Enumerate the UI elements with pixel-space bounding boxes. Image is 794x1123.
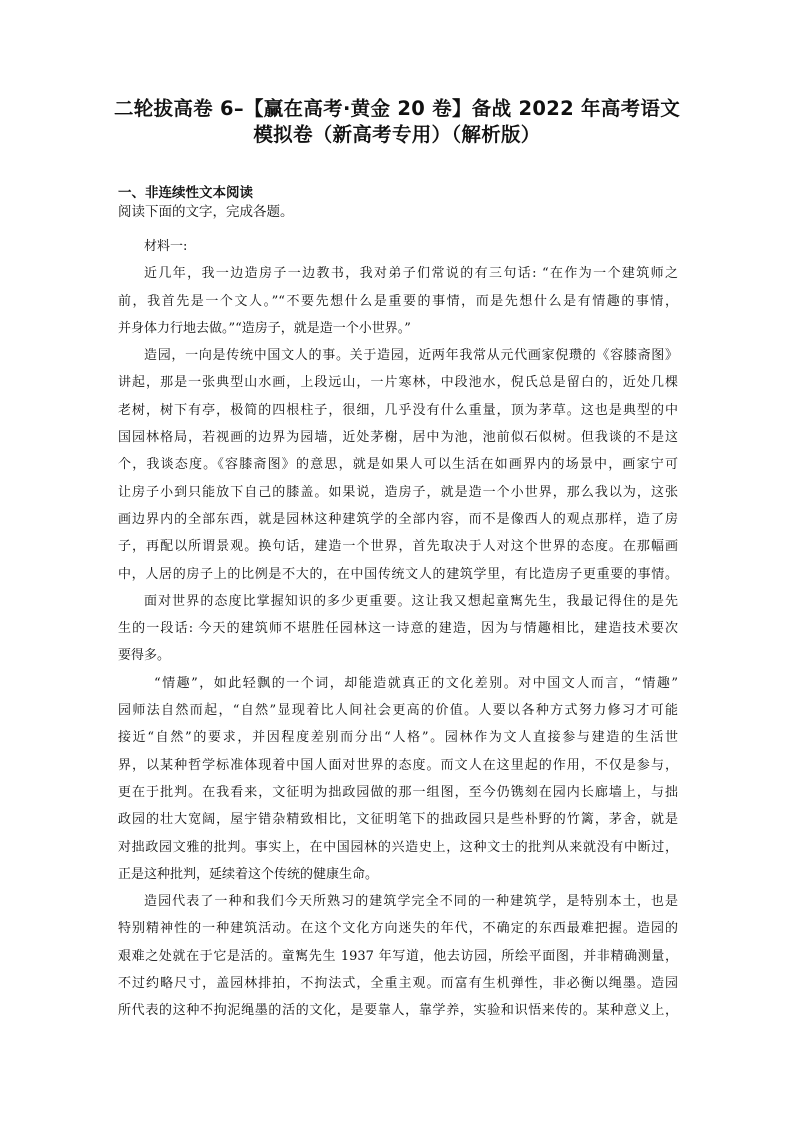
- paragraph-line: 中，人居的房子上的比例是不大的，在中国传统文人的建筑学里，有比造房子更重要的事情。: [118, 566, 678, 582]
- article-body: [118, 233, 678, 1025]
- paragraph-line: 画边界内的全部东西，就是园林这种建筑学的全部内容，而不是像西人的观点那样，造了房: [118, 511, 678, 527]
- paragraph-line: 前，我首先是一个文人。”“不要先想什么是重要的事情，而是先想什么是有情趣的事情，: [118, 293, 678, 309]
- paragraph-line: 特别精神性的一种建筑活动。在这个文化方向迷失的年代，不确定的东西最难把握。造园的: [118, 921, 678, 937]
- paragraph-line: 界，以某种哲学标准体现着中国人面对世界的态度。而文人在这里起的作用，不仅是参与，: [118, 757, 678, 773]
- paragraph-line: 接近“自然”的要求，并因程度差别而分出“人格”。园林作为文人直接参与建造的生活世: [118, 730, 678, 746]
- title-line-1: 二轮拔高卷 6–【赢在高考·黄金 20 卷】备战 2022 年高考语文: [113, 97, 681, 120]
- instruction-text: 阅读下面的文字，完成各题。: [118, 204, 294, 220]
- paragraph-line: 要得多。: [118, 648, 171, 664]
- paragraph-line: 老树，树下有亭，极简的四根柱子，很细，几乎没有什么重量，顶为茅草。这也是典型的中: [118, 402, 678, 418]
- document-title: [100, 96, 694, 148]
- paragraph-line: 让房子小到只能放下自己的膝盖。如果说，造房子，就是造一个小世界，那么我以为，这张: [118, 484, 678, 500]
- paragraph-line: 政园的壮大宽阔，屋宇错杂精致相比，文征明笔下的拙政园只是些朴野的竹篱，茅舍，就是: [118, 812, 678, 828]
- paragraph-line: 国园林格局，若视画的边界为园墙，近处茅榭，居中为池，池前似石似树。但我谈的不是这: [118, 430, 678, 446]
- paragraph-line: 造园代表了一种和我们今天所熟习的建筑学完全不同的一种建筑学，是特别本土，也是: [144, 894, 678, 910]
- paragraph-line: 面对世界的态度比掌握知识的多少更重要。这让我又想起童寯先生，我最记得住的是先: [144, 593, 678, 609]
- paragraph-line: 对拙政园文雅的批判。事实上，在中国园林的兴造史上，这种文士的批判从来就没有中断过，: [118, 839, 678, 855]
- paragraph-line: 近几年，我一边造房子一边教书，我对弟子们常说的有三句话: “在作为一个建筑师之: [144, 266, 678, 282]
- paragraph-line: 更在于批判。在我看来，文征明为拙政园做的那一组图，至今仍镌刻在园内长廊墙上，与拙: [118, 784, 678, 800]
- paragraph-line: 不过约略尺寸，盖园林排拍，不拘法式，全重主观。而富有生机弹性，非必衡以绳墨。造园: [118, 976, 678, 992]
- paragraph-line: 子，再配以所谓景观。换句话，建造一个世界，首先取决于人对这个世界的态度。在那幅画: [118, 539, 678, 555]
- paragraph-line: 并身体力行地去做。”“造房子，就是造一个小世界。”: [118, 320, 411, 336]
- paragraph-line: 生的一段话: 今天的建筑师不堪胜任园林这一诗意的建造，因为与情趣相比，建造技术要次: [118, 621, 678, 637]
- paragraph-line: 个，我谈态度。《容膝斋图》的意思，就是如果人可以生活在如画界内的场景中，画家宁可: [118, 457, 678, 473]
- paragraph-line: 造园，一向是传统中国文人的事。关于造园，近两年我常从元代画家倪瓒的《容膝斋图》: [144, 348, 678, 364]
- paragraph-line: 正是这种批判，延续着这个传统的健康生命。: [118, 866, 379, 882]
- material-label: 材料一:: [144, 239, 188, 254]
- title-line-2: 模拟卷（新高考专用）（解析版）: [253, 123, 541, 146]
- paragraph-line: 讲起，那是一张典型山水画，上段远山，一片寒林，中段池水，倪氏总是留白的，近处几棵: [118, 375, 678, 391]
- paragraph-line: “情趣”，如此轻飘的一个词，却能造就真正的文化差别。对中国文人而言，“情趣”: [154, 675, 678, 691]
- section-heading: 一、非连续性文本阅读: [118, 185, 253, 201]
- paragraph-line: 园师法自然而起，“自然”显现着比人间社会更高的价值。人要以各种方式努力修习才可能: [118, 703, 678, 719]
- paragraph-line: 艰难之处就在于它是活的。童寯先生 1937 年写道，他去访园，所绘平面图，并非精确测量，: [118, 948, 678, 964]
- paragraph-line: 所代表的这种不拘泥绳墨的活的文化，是要靠人，靠学养，实验和识悟来传的。某种意义上，: [118, 1003, 678, 1019]
